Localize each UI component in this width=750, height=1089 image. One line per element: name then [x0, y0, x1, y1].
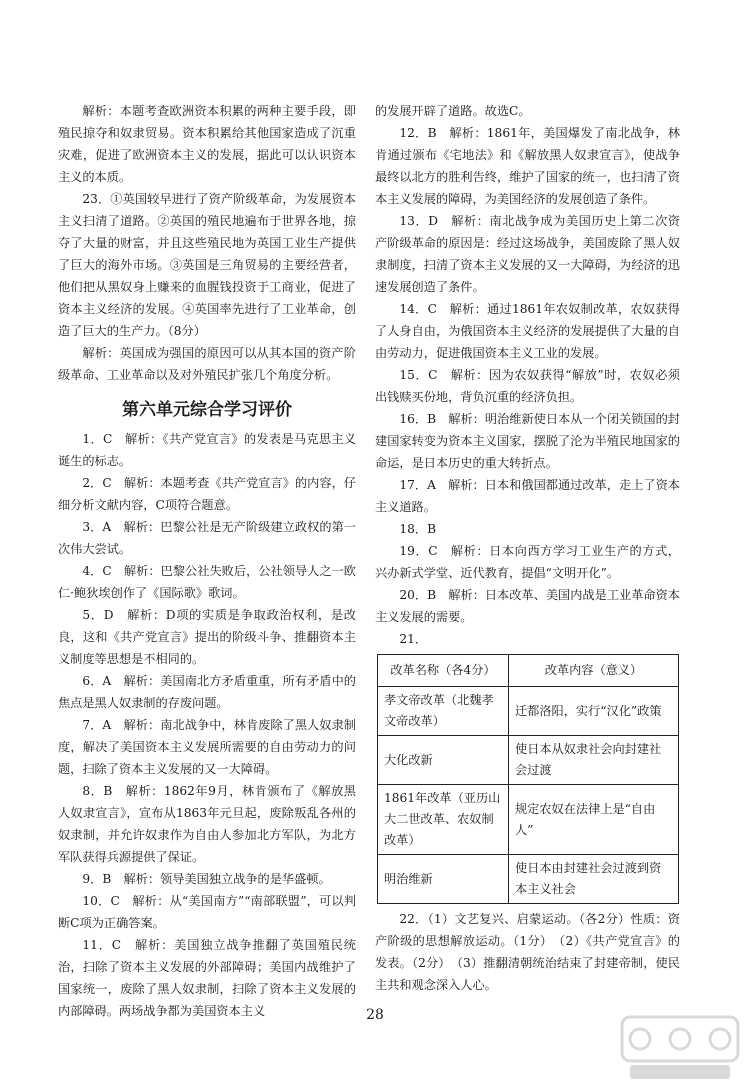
- left-column: [58, 100, 356, 1022]
- watermark-icon: [620, 1015, 740, 1083]
- answer-item: 12．B 解析：1861年，美国爆发了南北战争，林肯通过颁布《宅地法》和《解放黑人奴隶宣言》，使战争最终以北方的胜利告终，维护了国家的统一，也扫清了资本主义发展的障碍，为美国经济的发展创造了条件。: [375, 126, 680, 206]
- table-cell: 使日本由封建社会过渡到资本主义社会: [509, 855, 679, 904]
- table-label: 21．: [399, 632, 428, 646]
- answer-item: 4．C 解析：巴黎公社失败后，公社领导人之一欧仁·鲍狄埃创作了《国际歌》歌词。: [58, 564, 356, 600]
- answer-item: 3．A 解析：巴黎公社是无产阶级建立政权的第一次伟大尝试。: [58, 520, 356, 556]
- answer-item: 6．A 解析：美国南北方矛盾重重，所有矛盾中的焦点是黑人奴隶制的存废问题。: [58, 674, 356, 710]
- answer-item: 18．B: [399, 522, 437, 536]
- table-row: [378, 785, 679, 855]
- answer-item: 15．C 解析：因为农奴获得“解放”时，农奴必须出钱赎买份地，背负沉重的经济负担。: [375, 368, 680, 404]
- table-cell: 迁都洛阳，实行“汉化”政策: [509, 687, 679, 736]
- table-cell: 规定农奴在法律上是“自由人”: [509, 785, 679, 855]
- table-row: [378, 687, 679, 736]
- continuation-text: 的发展开辟了道路。故选C。: [375, 104, 531, 118]
- answer-item: 8．B 解析：1862年9月，林肯颁布了《解放黑人奴隶宣言》，宣布从1863年元旦起，废除叛乱各州的奴隶制，并允许奴隶作为自由人参加北方军队，为北方军队获得兵源提供了保证。: [58, 784, 356, 864]
- table-cell: 使日本从奴隶社会向封建社会过渡: [509, 736, 679, 785]
- paragraph: 23．①英国较早进行了资产阶级革命，为发展资本主义扫清了道路。②英国的殖民地遍布于世界各地，掠夺了大量的财富，并且这些殖民地为英国工业生产提供了巨大的海外市场。③英国是三角贸易的主要经营者，他们把从黑奴身上赚来的血腥钱投资于工商业，促进了资本主义经济的发展。④英国率先进行了工业革命，创造了巨大的生产力。（8分）: [58, 192, 356, 338]
- paragraph: 解析：本题考查欧洲资本积累的两种主要手段，即殖民掠夺和奴隶贸易。资本积累给其他国家造成了沉重灾难，促进了欧洲资本主义的发展，据此可以认识资本主义的本质。: [58, 104, 356, 184]
- table-header-cell: 改革内容（意义）: [509, 655, 679, 687]
- answer-item: 19．C 解析：日本向西方学习工业生产的方式，兴办新式学堂、近代教育，提倡“文明开化”。: [375, 544, 680, 580]
- answer-item: 9．B 解析：领导美国独立战争的是华盛顿。: [82, 872, 331, 886]
- answer-item: 2．C 解析：本题考查《共产党宣言》的内容，仔细分析文献内容，C项符合题意。: [58, 476, 356, 512]
- answer-item: 13．D 解析：南北战争成为美国历史上第二次资产阶级革命的原因是：经过这场战争，美国废除了黑人奴隶制度，扫清了资本主义发展的又一大障碍，为经济的迅速发展创造了条件。: [375, 214, 680, 294]
- table-cell: 孝文帝改革（北魏孝文帝改革）: [378, 687, 509, 736]
- answer-item: 17．A 解析：日本和俄国都通过改革，走上了资本主义道路。: [375, 478, 680, 514]
- paragraph: 解析：英国成为强国的原因可以从其本国的资产阶级革命、工业革命以及对外殖民扩张几个角度分析。: [58, 346, 356, 382]
- right-column: [375, 100, 680, 996]
- section-title: 第六单元综合学习评价: [122, 400, 292, 420]
- answer-item: 14．C 解析：通过1861年农奴制改革，农奴获得了人身自由，为俄国资本主义经济的发展提供了大量的自由劳动力，促进俄国资本主义工业的发展。: [375, 302, 680, 360]
- answer-item: 1．C 解析：《共产党宣言》的发表是马克思主义诞生的标志。: [58, 432, 356, 468]
- answer-item: 11．C 解析：美国独立战争推翻了英国殖民统治，扫除了资本主义发展的外部障碍；美国内战维护了国家统一，废除了黑人奴隶制，扫除了资本主义发展的内部障碍。两场战争都为美国资本主义: [58, 938, 356, 1018]
- table-cell: 1861年改革（亚历山大二世改革、农奴制改革）: [378, 785, 509, 855]
- answer-item: 5．D 解析：D项的实质是争取政治权利，是改良，这和《共产党宣言》提出的阶级斗争、推翻资本主义制度等思想是不相同的。: [58, 608, 356, 666]
- answer-item: 10．C 解析：从“美国南方”“南部联盟”，可以判断C项为正确答案。: [58, 894, 356, 930]
- reform-table: [377, 654, 679, 904]
- table-row: [378, 736, 679, 785]
- table-header-cell: 改革名称（各4分）: [378, 655, 509, 687]
- page-number: 28: [366, 1007, 384, 1023]
- answer-item: 20．B 解析：日本改革、美国内战是工业革命资本主义发展的需要。: [375, 588, 680, 624]
- answer-item: 16．B 解析：明治维新使日本从一个闭关锁国的封建国家转变为资本主义国家，摆脱了沦为半殖民地国家的命运，是日本历史的重大转折点。: [375, 412, 680, 470]
- answer-item: 7．A 解析：南北战争中，林肯废除了黑人奴隶制度，解决了美国资本主义发展所需要的自由劳动力的问题，扫除了资本主义发展的又一大障碍。: [58, 718, 356, 776]
- table-row: [378, 855, 679, 904]
- table-cell: 明治维新: [378, 855, 509, 904]
- table-header-row: [378, 655, 679, 687]
- answer-item: 22．（1）文艺复兴、启蒙运动。（各2分）性质：资产阶级的思想解放运动。（1分） （2）《共产党宣言》的发表。（2分） （3）推翻清朝统治结束了封建帝制，使民主共和观念深入人心。: [375, 912, 680, 992]
- table-cell: 大化改新: [378, 736, 509, 785]
- watermark-logo: [620, 1015, 740, 1083]
